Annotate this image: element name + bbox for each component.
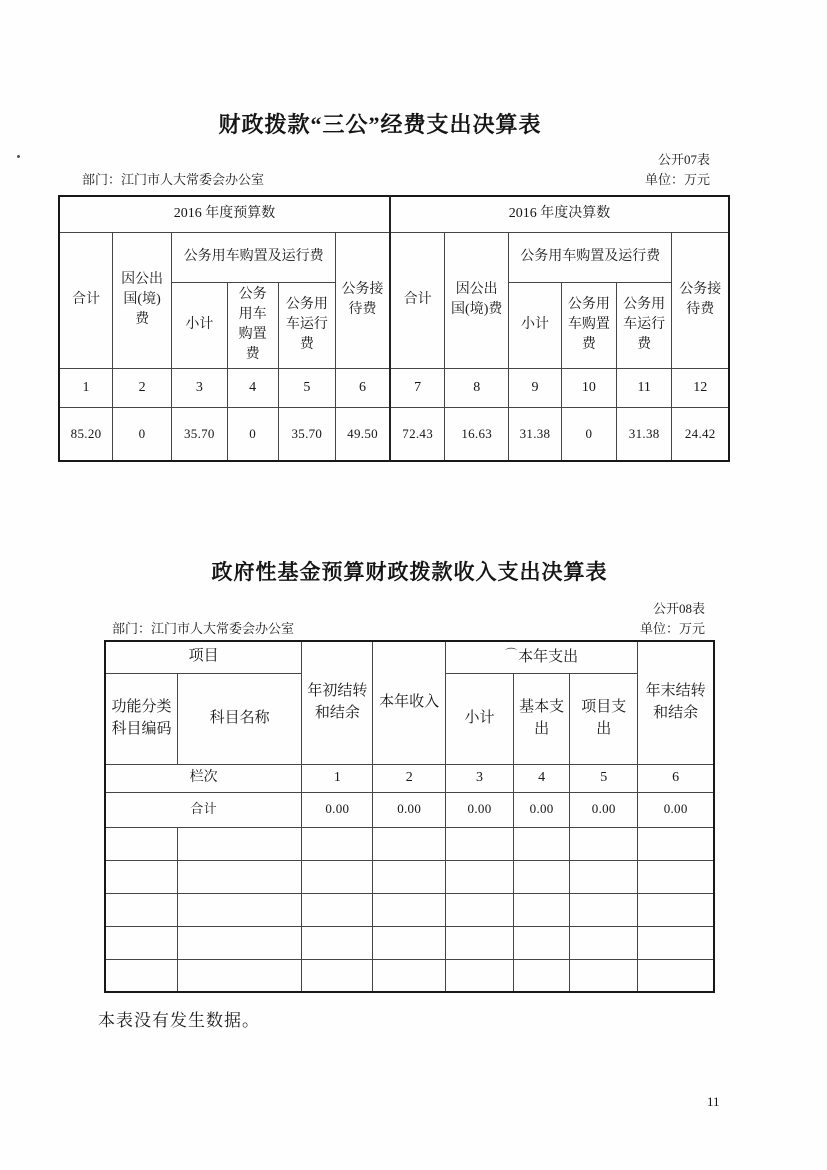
total-value-cell: 0.00	[514, 792, 570, 827]
value-cell: 0	[561, 407, 616, 461]
column-number-cell: 4	[514, 764, 570, 792]
value-cell: 85.20	[59, 407, 113, 461]
column-number-cell: 2	[113, 368, 172, 407]
column-number-cell: 8	[445, 368, 509, 407]
empty-cell	[638, 959, 714, 992]
table-row	[59, 196, 729, 232]
sangong-unit-label: 单位：万元	[644, 172, 710, 187]
value-cell: 35.70	[278, 407, 336, 461]
sangong-department-label: 部门：江门市人大常委会办公室	[82, 172, 265, 187]
empty-cell	[638, 926, 714, 959]
empty-cell	[514, 827, 570, 860]
value-cell: 24.42	[672, 407, 729, 461]
project-group-header: 项目	[105, 641, 302, 673]
empty-cell	[638, 893, 714, 926]
column-number-cell: 7	[390, 368, 445, 407]
fund-form-label: 公开08表	[652, 601, 705, 616]
empty-cell	[514, 893, 570, 926]
sangong-table-title: 财政拨款“三公”经费支出决算表	[218, 112, 542, 137]
budget-abroad-header: 因公出国(境)费	[113, 232, 172, 368]
empty-cell	[570, 959, 638, 992]
empty-cell	[373, 827, 445, 860]
empty-cell	[514, 860, 570, 893]
empty-cell	[570, 860, 638, 893]
function-code-header: 功能分类科目编码	[105, 673, 177, 764]
final-total-header: 合计	[390, 232, 445, 368]
page-number: 11	[707, 1094, 720, 1109]
total-value-cell: 0.00	[302, 792, 373, 827]
empty-cell	[570, 926, 638, 959]
final-vehicle-subtotal-header: 小计	[509, 282, 562, 368]
empty-cell	[373, 959, 445, 992]
empty-cell	[105, 860, 177, 893]
end-balance-header: 年末结转和结余	[638, 641, 714, 764]
value-cell: 16.63	[445, 407, 509, 461]
budget-group-header: 2016 年度预算数	[59, 196, 390, 232]
value-cell: 49.50	[336, 407, 390, 461]
fund-budget-table	[104, 640, 715, 993]
column-number-cell: 1	[59, 368, 113, 407]
subject-name-header: 科目名称	[177, 673, 301, 764]
column-number-cell: 10	[561, 368, 616, 407]
empty-cell	[445, 860, 513, 893]
empty-cell	[105, 893, 177, 926]
final-vehicle-group-header: 公务用车购置及运行费	[509, 232, 672, 282]
table-row	[105, 641, 714, 673]
column-number-cell: 11	[616, 368, 672, 407]
empty-cell	[302, 959, 373, 992]
empty-cell	[638, 827, 714, 860]
budget-total-header: 合计	[59, 232, 113, 368]
value-cell: 72.43	[390, 407, 445, 461]
value-cell: 31.38	[616, 407, 672, 461]
column-number-cell: 5	[570, 764, 638, 792]
sangong-expense-table	[58, 195, 730, 462]
empty-cell	[445, 926, 513, 959]
scan-brace-mark: ⌒	[505, 646, 518, 661]
value-cell: 0	[113, 407, 172, 461]
column-number-cell: 9	[509, 368, 562, 407]
empty-cell	[570, 827, 638, 860]
empty-cell	[105, 926, 177, 959]
column-number-cell: 1	[302, 764, 373, 792]
empty-cell	[514, 926, 570, 959]
empty-cell	[302, 926, 373, 959]
empty-cell	[638, 860, 714, 893]
column-number-cell: 6	[336, 368, 390, 407]
empty-row	[105, 926, 714, 959]
final-group-header: 2016 年度决算数	[390, 196, 729, 232]
total-value-cell: 0.00	[373, 792, 445, 827]
column-number-cell: 6	[638, 764, 714, 792]
column-number-cell: 5	[278, 368, 336, 407]
column-number-cell: 2	[373, 764, 445, 792]
fund-table-title: 政府性基金预算财政拨款收入支出决算表	[211, 560, 608, 584]
final-reception-header: 公务接待费	[672, 232, 729, 368]
fund-unit-label: 单位：万元	[639, 621, 705, 636]
year-expense-group-header	[445, 641, 637, 673]
value-cell: 31.38	[509, 407, 562, 461]
value-cell: 35.70	[172, 407, 228, 461]
fund-department-label: 部门：江门市人大常委会办公室	[112, 621, 295, 636]
begin-balance-header: 年初结转和结余	[302, 641, 373, 764]
empty-cell	[445, 959, 513, 992]
budget-vehicle-group-header: 公务用车购置及运行费	[172, 232, 336, 282]
column-number-cell: 3	[172, 368, 228, 407]
empty-cell	[105, 959, 177, 992]
empty-cell	[177, 893, 301, 926]
total-row	[105, 792, 714, 827]
column-number-cell: 12	[672, 368, 729, 407]
sangong-form-label: 公开07表	[657, 152, 710, 167]
empty-cell	[302, 893, 373, 926]
empty-cell	[302, 827, 373, 860]
no-data-note: 本表没有发生数据。	[98, 1011, 260, 1030]
total-value-cell: 0.00	[445, 792, 513, 827]
table-row	[59, 232, 729, 282]
empty-cell	[445, 827, 513, 860]
empty-cell	[514, 959, 570, 992]
project-expense-header: 项目支出	[570, 673, 638, 764]
value-cell: 0	[227, 407, 278, 461]
empty-cell	[445, 893, 513, 926]
year-expense-label: 本年支出	[518, 648, 579, 665]
expense-subtotal-header: 小计	[445, 673, 513, 764]
empty-cell	[177, 926, 301, 959]
empty-cell	[302, 860, 373, 893]
final-abroad-header: 因公出国(境)费	[445, 232, 509, 368]
final-vehicle-purchase-header: 公务用车购置费	[561, 282, 616, 368]
empty-cell	[373, 860, 445, 893]
budget-vehicle-subtotal-header: 小计	[172, 282, 228, 368]
empty-cell	[177, 860, 301, 893]
empty-cell	[373, 926, 445, 959]
column-number-cell: 3	[445, 764, 513, 792]
empty-row	[105, 860, 714, 893]
empty-cell	[177, 827, 301, 860]
empty-row	[105, 959, 714, 992]
column-number-row	[59, 368, 729, 407]
total-value-cell: 0.00	[638, 792, 714, 827]
empty-cell	[105, 827, 177, 860]
basic-expense-header: 基本支出	[514, 673, 570, 764]
column-number-cell: 4	[227, 368, 278, 407]
empty-row	[105, 893, 714, 926]
total-row-label: 合计	[105, 792, 302, 827]
empty-cell	[570, 893, 638, 926]
budget-vehicle-operation-header: 公务用车运行费	[278, 282, 336, 368]
budget-reception-header: 公务接待费	[336, 232, 390, 368]
year-income-header: 本年收入	[373, 641, 445, 764]
final-vehicle-operation-header: 公务用车运行费	[616, 282, 672, 368]
value-row	[59, 407, 729, 461]
scan-speck	[17, 155, 20, 158]
empty-row	[105, 827, 714, 860]
column-number-row	[105, 764, 714, 792]
empty-cell	[373, 893, 445, 926]
empty-cell	[177, 959, 301, 992]
budget-vehicle-purchase-header: 公务用车购置费	[227, 282, 278, 368]
column-index-label: 栏次	[105, 764, 302, 792]
total-value-cell: 0.00	[570, 792, 638, 827]
